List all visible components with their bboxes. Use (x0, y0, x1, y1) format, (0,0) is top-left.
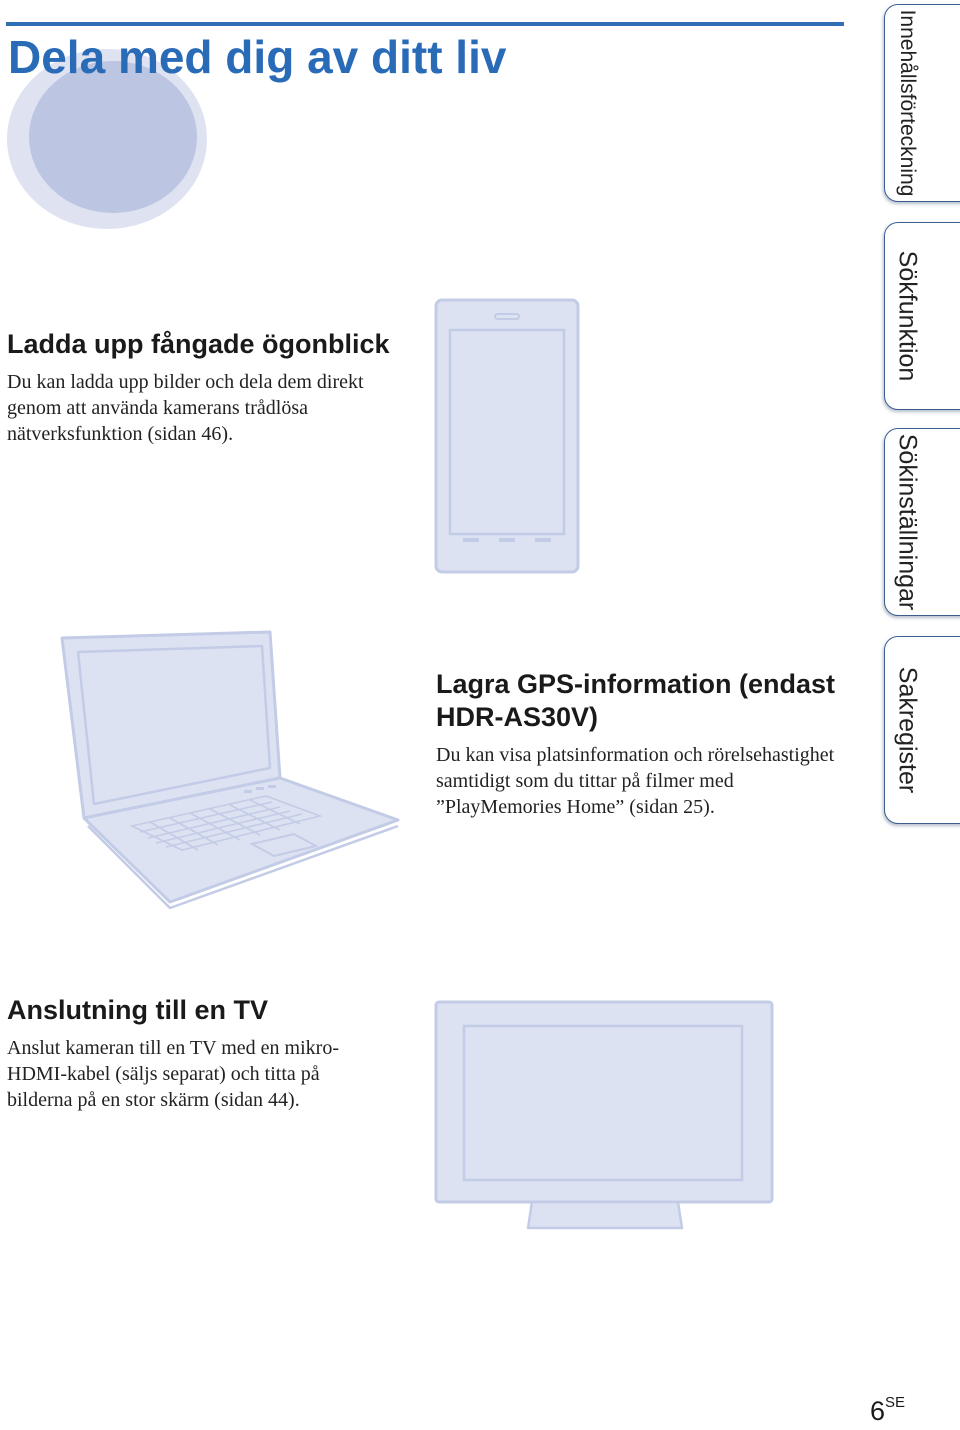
tab-table-of-contents[interactable] (884, 4, 960, 202)
page-number (870, 1396, 905, 1427)
section-heading: Anslutning till en TV (7, 995, 268, 1025)
tab-label: Sökfunktion (893, 250, 922, 382)
section-upload (7, 328, 407, 447)
tab-label: Sökinställningar (893, 433, 922, 611)
page-title: Dela med dig av ditt liv (8, 31, 507, 83)
section-tv (7, 994, 387, 1113)
section-body: Anslut kameran till en TV med en mikro-HDMI-kabel (säljs separat) och titta på bilderna på en stor skärm (sidan 44). (7, 1037, 339, 1111)
title-rule (6, 22, 844, 26)
section-body: Du kan ladda upp bilder och dela dem direkt genom att använda kamerans trådlösa nätverksfunktion (sidan 46). (7, 371, 364, 445)
laptop-illustration (58, 630, 402, 910)
smartphone-illustration (434, 298, 580, 574)
section-body: Du kan visa platsinformation och rörelsehastighet samtidigt som du tittar på filmer med ”PlayMemories Home” (sidan 25). (436, 744, 835, 818)
tab-label: Innehållsförteckning (896, 9, 919, 197)
tab-label: Sakregister (893, 666, 922, 794)
tv-illustration (434, 1000, 776, 1232)
tab-search-settings[interactable] (884, 428, 960, 616)
tab-index[interactable] (884, 636, 960, 824)
section-gps (436, 668, 836, 820)
tab-search-function[interactable] (884, 222, 960, 410)
section-heading: Lagra GPS-information (endast HDR-AS30V) (436, 669, 836, 732)
section-heading: Ladda upp fångade ögonblick (7, 329, 390, 359)
page-number-suffix: SE (885, 1394, 906, 1411)
page-number-value: 6 (870, 1396, 886, 1426)
